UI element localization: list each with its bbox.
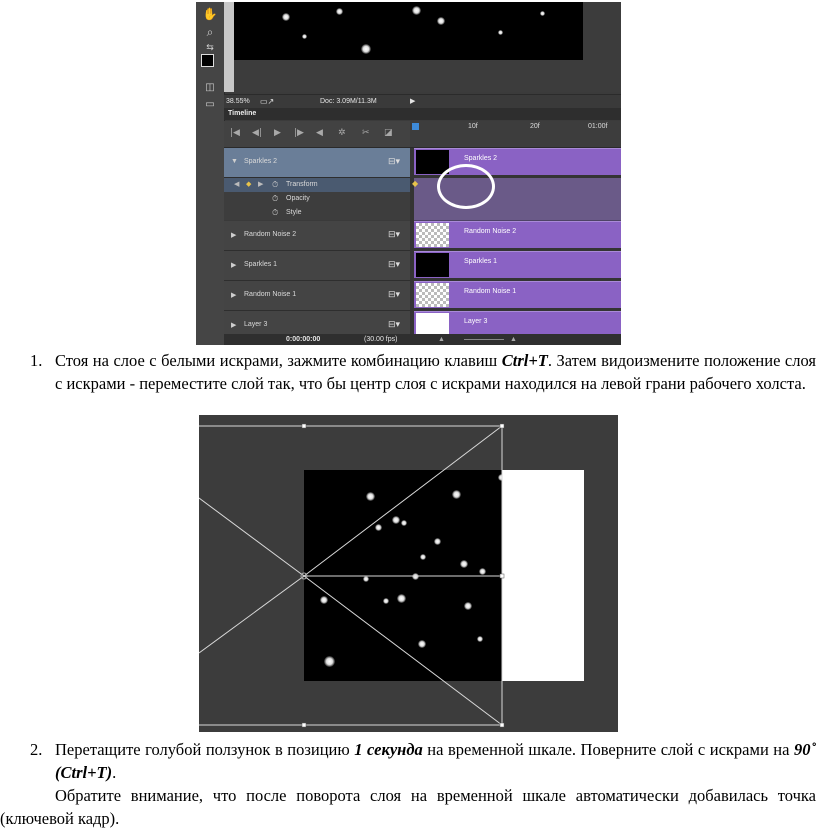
step-text: на временной шкале. Поверните слой с искрами на	[422, 740, 794, 759]
layer-name: Random Noise 1	[244, 291, 297, 298]
keyframe-diamond-icon[interactable]: ◆	[412, 179, 419, 188]
foreground-color-swatch[interactable]	[201, 54, 214, 67]
step-number: 2.	[30, 740, 43, 759]
stopwatch-icon[interactable]: ⏱	[272, 194, 279, 203]
layer-options-icon[interactable]: ⊟▾	[388, 259, 401, 269]
clip-thumbnail	[416, 223, 449, 247]
transform-screenshot	[199, 415, 618, 732]
expand-right-icon[interactable]: ▶	[231, 322, 237, 329]
zoom-slider[interactable]	[464, 339, 504, 340]
zoom-in-mountain-icon[interactable]: ▲	[510, 336, 517, 343]
highlight-circle	[437, 164, 495, 209]
property-row-opacity[interactable]	[224, 192, 410, 206]
rotation-angle: 90˚ (Ctrl+T)	[55, 740, 816, 782]
step-text: . Затем видоизмените положение слоя с искрами - переместите слой так, что бы центр слоя с искрами находился на левой грани рабочего холста.	[55, 351, 816, 393]
expand-right-icon[interactable]: ▶	[231, 232, 237, 239]
keyframe-note: Обратите внимание, что после поворота слоя на временной шкале автоматически добавилась точка (ключевой кадр).	[0, 786, 816, 828]
tools-panel	[196, 2, 225, 345]
layer-row-sparkles-2[interactable]	[224, 148, 410, 178]
zoom-out-mountain-icon[interactable]: ▲	[438, 336, 445, 343]
tick-label: 20f	[530, 123, 540, 130]
add-keyframe-diamond-icon[interactable]: ◆	[246, 181, 252, 188]
tick-label: 01:00f	[588, 123, 608, 130]
go-to-first-frame-icon[interactable]: |◀	[230, 128, 240, 138]
stopwatch-icon[interactable]: ⏱	[272, 180, 279, 189]
transition-icon[interactable]: ◪	[384, 128, 393, 138]
audio-icon[interactable]: ◀	[316, 128, 323, 138]
photoshop-timeline-screenshot	[196, 2, 621, 345]
property-name: Transform	[286, 181, 318, 188]
screen-mode-icon[interactable]: ▭	[205, 99, 215, 110]
property-name: Style	[286, 209, 302, 216]
document-canvas[interactable]	[234, 2, 583, 60]
default-colors-icon[interactable]: ⇆	[206, 43, 214, 53]
style-track[interactable]	[414, 206, 621, 221]
next-keyframe-icon[interactable]: ▶	[258, 181, 264, 188]
shortcut-ctrl-t: Ctrl+T	[501, 351, 548, 370]
layer-name: Sparkles 2	[244, 158, 278, 165]
current-time[interactable]: 0:00:00:00	[286, 336, 321, 343]
play-icon[interactable]: ▶	[274, 128, 281, 138]
clip-random-noise-2[interactable]	[414, 221, 621, 248]
step-1-text	[55, 349, 816, 395]
frame-rate: (30.00 fps)	[364, 336, 398, 343]
step-2-text	[55, 738, 816, 784]
zoom-level[interactable]: 38.55%	[226, 98, 250, 105]
previous-keyframe-icon[interactable]: ◀	[234, 181, 240, 188]
layer-options-icon[interactable]: ⊟▾	[388, 319, 401, 329]
clip-label: Sparkles 1	[464, 258, 498, 265]
zoom-tool-icon[interactable]: ⌕	[206, 25, 214, 39]
clip-label: Random Noise 1	[464, 288, 517, 295]
tick-label: 10f	[468, 123, 478, 130]
step-number: 1.	[30, 351, 43, 370]
transform-bounding-box[interactable]	[199, 415, 618, 732]
clip-label: Sparkles 2	[464, 155, 498, 162]
clip-sparkles-1[interactable]	[414, 251, 621, 278]
clip-label: Random Noise 2	[464, 228, 517, 235]
stopwatch-icon[interactable]: ⏱	[272, 208, 279, 217]
playback-controls	[224, 121, 410, 148]
next-frame-icon[interactable]: |▶	[294, 128, 304, 138]
status-bar	[224, 94, 621, 108]
clip-random-noise-1[interactable]	[414, 281, 621, 308]
proof-icon: ▭↗	[260, 97, 275, 106]
property-row-transform[interactable]	[224, 178, 410, 192]
step-text: Стоя на слое с белыми искрами, зажмите комбинацию клавиш	[55, 351, 502, 370]
status-menu-arrow-icon[interactable]: ▶	[410, 98, 416, 105]
expand-right-icon[interactable]: ▶	[231, 292, 237, 299]
doc-size: Doc: 3.09M/11.3M	[320, 98, 377, 105]
layer-options-icon[interactable]: ⊟▾	[388, 289, 401, 299]
previous-frame-icon[interactable]: ◀|	[252, 128, 262, 138]
layer-row-sparkles-1[interactable]	[224, 251, 410, 281]
settings-gear-icon[interactable]: ✲	[338, 128, 346, 138]
quick-mask-icon[interactable]: ◫	[205, 82, 215, 93]
layer-options-icon[interactable]: ⊟▾	[388, 229, 401, 239]
timeline-footer	[224, 334, 621, 345]
timeline-title[interactable]: Timeline	[228, 110, 257, 117]
layer-row-random-noise-1[interactable]	[224, 281, 410, 311]
clip-thumbnail	[416, 253, 449, 277]
layer-options-icon[interactable]: ⊟▾	[388, 156, 401, 166]
timeline-position: 1 секунда	[354, 740, 423, 759]
step-text: Перетащите голубой ползунок в позицию	[55, 740, 355, 759]
clip-label: Layer 3	[464, 318, 488, 325]
split-scissors-icon[interactable]: ✂	[362, 128, 370, 138]
layer-list	[224, 148, 410, 334]
vertical-ruler	[224, 2, 234, 92]
property-row-style[interactable]	[224, 206, 410, 220]
hand-tool-icon[interactable]: ✋	[202, 7, 218, 21]
clip-thumbnail	[416, 283, 449, 307]
expand-down-icon[interactable]: ▼	[231, 158, 238, 165]
layer-name: Layer 3	[244, 321, 268, 328]
layer-name: Sparkles 1	[244, 261, 278, 268]
playhead-handle[interactable]	[412, 123, 419, 130]
timeline-panel-header	[224, 108, 621, 120]
timeline-ruler[interactable]	[410, 121, 621, 148]
layer-name: Random Noise 2	[244, 231, 297, 238]
expand-right-icon[interactable]: ▶	[231, 262, 237, 269]
layer-row-random-noise-2[interactable]	[224, 221, 410, 251]
step-text: .	[112, 763, 117, 782]
property-name: Opacity	[286, 195, 310, 202]
